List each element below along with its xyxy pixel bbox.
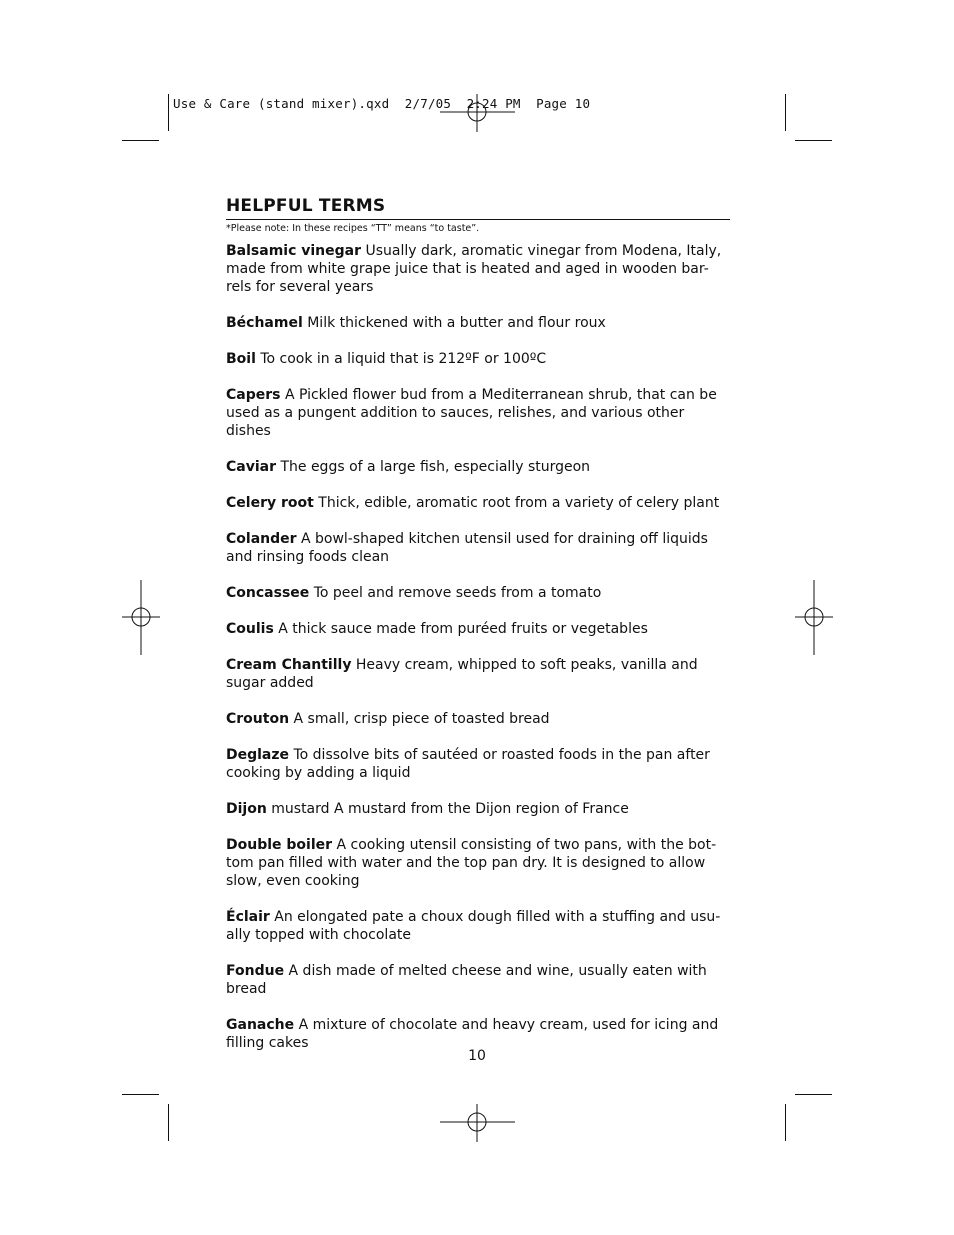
term-name: Fondue <box>226 963 285 979</box>
term-definition: Thick, edible, aromatic root from a variety of celery plant <box>318 495 720 511</box>
term-definition: A dish made of melted cheese and wine, usually eaten with bread <box>226 963 707 997</box>
term-definition: A small, crisp piece of toasted bread <box>293 711 550 727</box>
recipe-note: *Please note: In these recipes “TT” means “to taste”. <box>226 223 480 234</box>
term-name: Balsamic vinegar <box>226 243 362 259</box>
term-definition: A thick sauce made from puréed fruits or vegetables <box>278 621 648 637</box>
term-definition: The eggs of a large fish, especially sturgeon <box>280 459 591 475</box>
glossary-entry <box>226 1016 722 1052</box>
title-rule <box>226 219 730 220</box>
crop-mark <box>168 1104 169 1141</box>
term-name: Capers <box>226 387 281 403</box>
term-name: Celery root <box>226 495 314 511</box>
glossary-list <box>226 242 722 1052</box>
term-name: Double boiler <box>226 837 333 853</box>
term-name: Éclair <box>226 909 270 925</box>
glossary-entry <box>226 242 722 296</box>
term-definition: A mixture of chocolate and heavy cream, used for icing and filling cakes <box>226 1017 719 1051</box>
term-name: Crouton <box>226 711 290 727</box>
term-definition: To dissolve bits of sautéed or roasted foods in the pan after cooking by adding a liquid <box>226 747 710 781</box>
term-definition: To peel and remove seeds from a tomato <box>313 585 602 601</box>
term-name: Concassee <box>226 585 310 601</box>
registration-mark-icon <box>795 580 833 655</box>
term-definition: mustard A mustard from the Dijon region of France <box>271 801 629 817</box>
term-definition: Milk thickened with a butter and flour roux <box>307 315 606 331</box>
glossary-entry <box>226 584 722 602</box>
glossary-entry <box>226 746 722 782</box>
crop-mark <box>122 140 159 141</box>
term-name: Dijon <box>226 801 267 817</box>
glossary-entry <box>226 350 722 368</box>
term-name: Colander <box>226 531 297 547</box>
page-title: HELPFUL TERMS <box>226 196 386 216</box>
term-name: Caviar <box>226 459 276 475</box>
term-name: Béchamel <box>226 315 303 331</box>
term-definition: An elongated pate a choux dough filled with a stuffing and usu-ally topped with chocolate <box>226 909 721 943</box>
crop-mark <box>795 1094 832 1095</box>
term-definition: A bowl-shaped kitchen utensil used for draining off liquids and rinsing foods clean <box>226 531 708 565</box>
registration-mark-icon <box>122 580 160 655</box>
term-name: Deglaze <box>226 747 290 763</box>
glossary-entry <box>226 314 722 332</box>
print-slug: Use & Care (stand mixer).qxd 2/7/05 2:24 PM Page 10 <box>173 96 591 111</box>
crop-mark <box>795 140 832 141</box>
glossary-entry <box>226 386 722 440</box>
term-definition: A Pickled flower bud from a Mediterranean shrub, that can be used as a pungent addition to sauces, relishes, and various other dishes <box>226 387 717 439</box>
term-definition: A cooking utensil consisting of two pans, with the bot-tom pan filled with water and the top pan dry. It is designed to allow slow, even cooking <box>226 837 717 889</box>
glossary-entry <box>226 962 722 998</box>
glossary-entry <box>226 836 722 890</box>
crop-mark <box>122 1094 159 1095</box>
registration-mark-icon <box>440 94 515 132</box>
registration-mark-icon <box>440 1104 515 1142</box>
glossary-entry <box>226 620 722 638</box>
term-definition: Usually dark, aromatic vinegar from Modena, Italy, made from white grape juice that is heated and aged in wooden bar-rels for several years <box>226 243 722 295</box>
glossary-entry <box>226 656 722 692</box>
crop-mark <box>785 94 786 131</box>
glossary-entry <box>226 800 722 818</box>
page-number: 10 <box>468 1048 486 1064</box>
glossary-entry <box>226 908 722 944</box>
crop-mark <box>785 1104 786 1141</box>
glossary-entry <box>226 494 722 512</box>
glossary-entry <box>226 458 722 476</box>
term-definition: Heavy cream, whipped to soft peaks, vanilla and sugar added <box>226 657 698 691</box>
crop-mark <box>168 94 169 131</box>
glossary-entry <box>226 530 722 566</box>
term-name: Ganache <box>226 1017 295 1033</box>
glossary-entry <box>226 710 722 728</box>
term-name: Boil <box>226 351 256 367</box>
term-definition: To cook in a liquid that is 212ºF or 100ºC <box>260 351 547 367</box>
term-name: Cream Chantilly <box>226 657 352 673</box>
term-name: Coulis <box>226 621 274 637</box>
